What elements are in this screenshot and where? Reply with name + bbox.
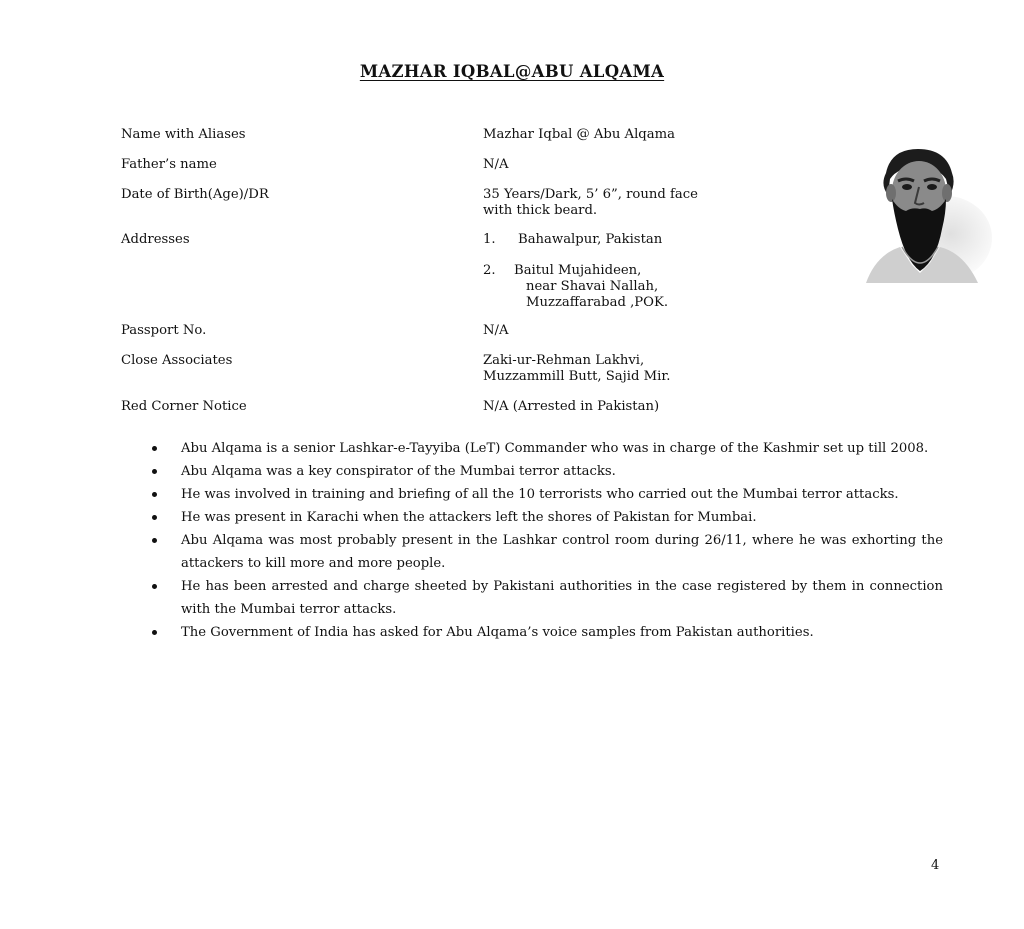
list-item: Abu Alqama is a senior Lashkar-e-Tayyiba (LeT) Commander who was in charge of the Kashmir set up till 2008. — [146, 437, 943, 460]
address-number: 1. — [483, 232, 496, 247]
field-label: Addresses — [121, 232, 190, 247]
field-label: Name with Aliases — [121, 127, 246, 142]
page-title: MAZHAR IQBAL@ABU ALQAMA — [359, 62, 665, 81]
field-value: N/A (Arrested in Pakistan) — [483, 399, 660, 414]
portrait-photo — [846, 143, 994, 283]
field-label: Passport No. — [121, 323, 207, 338]
field-label: Date of Birth(Age)/DR — [121, 187, 269, 202]
field-label: Father’s name — [121, 157, 217, 172]
list-item: Abu Alqama was a key conspirator of the Mumbai terror attacks. — [146, 460, 943, 483]
field-value: N/A — [483, 157, 509, 172]
list-item: Abu Alqama was most probably present in the Lashkar control room during 26/11, where he was exhorting the attackers to kill more and more people. — [146, 529, 943, 575]
list-item: The Government of India has asked for Abu Alqama’s voice samples from Pakistan authorities. — [146, 621, 943, 644]
field-value: Mazhar Iqbal @ Abu Alqama — [483, 127, 675, 142]
facts-list — [146, 437, 943, 644]
page-number: 4 — [931, 858, 940, 873]
list-item: He was present in Karachi when the attackers left the shores of Pakistan for Mumbai. — [146, 506, 943, 529]
address-item: 1. Bahawalpur, Pakistan — [483, 232, 663, 247]
field-value — [483, 232, 813, 311]
address-number: 2. — [483, 263, 496, 278]
list-item: He has been arrested and charge sheeted by Pakistani authorities in the case registered by them in connection with the Mumbai terror attacks. — [146, 575, 943, 621]
field-value: 35 Years/Dark, 5’ 6”, round face with thick beard. — [483, 187, 698, 218]
list-item: He was involved in training and briefing of all the 10 terrorists who carried out the Mumbai terror attacks. — [146, 483, 943, 506]
field-value: Zaki-ur-Rehman Lakhvi, Muzzammill Butt, Sajid Mir. — [483, 353, 671, 384]
address-item: 2. Baitul Mujahideen, near Shavai Nallah, Muzzaffarabad ,POK. — [483, 263, 669, 310]
field-label: Red Corner Notice — [121, 399, 247, 414]
field-value: N/A — [483, 323, 509, 338]
field-label: Close Associates — [121, 353, 233, 368]
